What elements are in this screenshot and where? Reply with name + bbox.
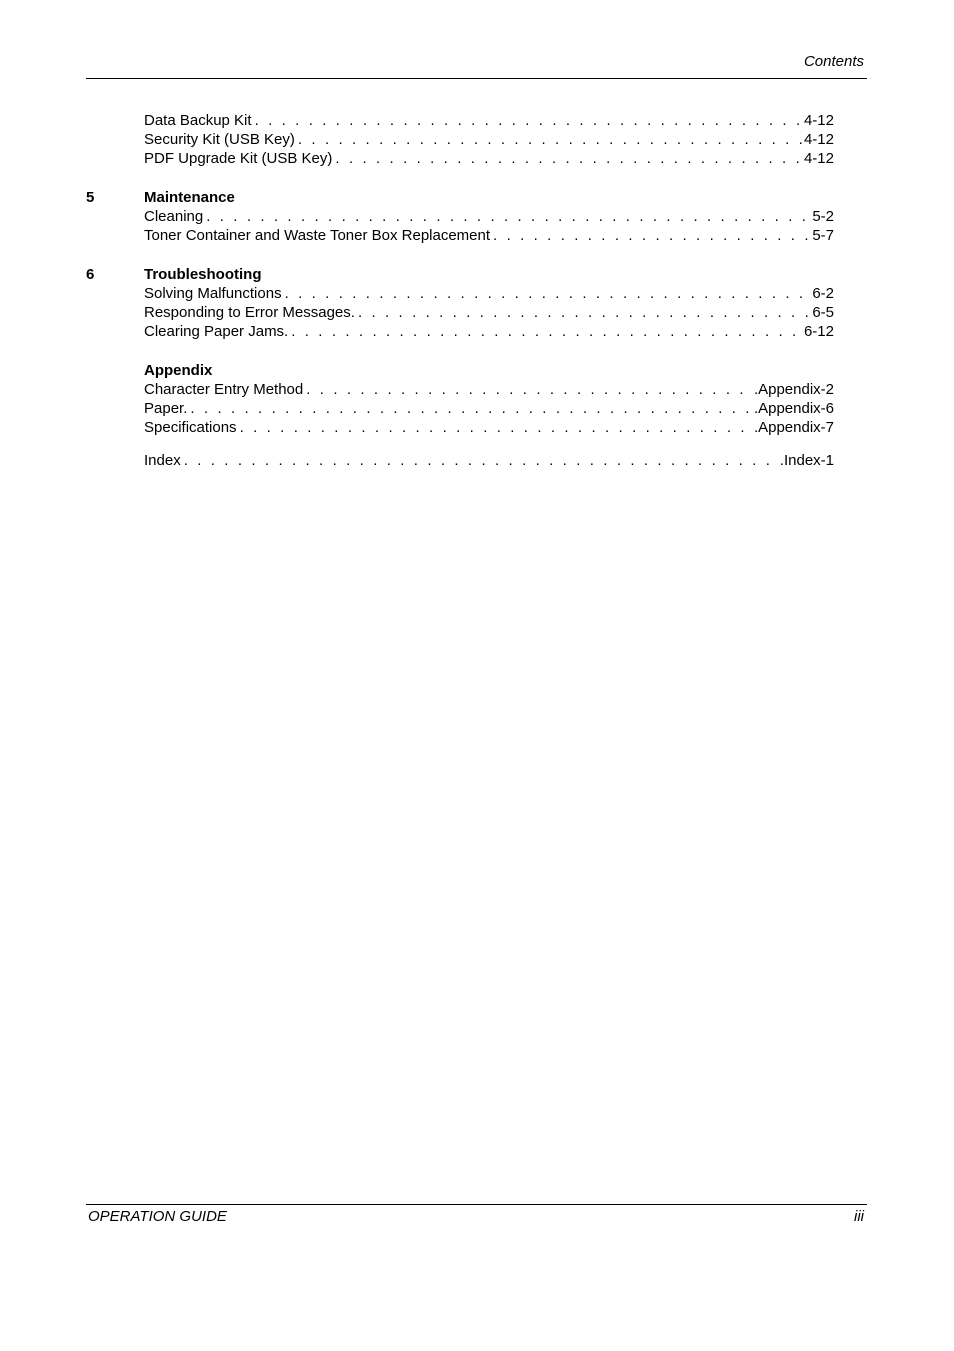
toc-entry-label: Security Kit (USB Key): [144, 131, 295, 148]
dot-leader: [335, 149, 802, 168]
toc-entry-label: Clearing Paper Jams.: [144, 323, 289, 340]
toc-entry-character-entry[interactable]: [86, 380, 834, 399]
section-heading[interactable]: [86, 188, 834, 207]
toc-entry-label: Specifications: [144, 419, 237, 436]
section-title: Troubleshooting: [144, 266, 262, 283]
toc-section-maintenance: [86, 188, 834, 245]
toc-entry-page: .Appendix-2: [753, 381, 834, 398]
toc-entry-label: Cleaning: [144, 208, 204, 225]
toc-entry-page: .Index-1: [779, 452, 834, 469]
section-heading[interactable]: [86, 361, 834, 380]
toc-entry-specifications[interactable]: [86, 418, 834, 437]
toc-entry-index[interactable]: [86, 451, 834, 470]
toc-entry-label: Responding to Error Messages.: [144, 304, 355, 321]
running-header: Contents: [803, 53, 864, 70]
toc-entry-page: .Appendix-6: [753, 400, 834, 417]
toc-entry-toner-replacement[interactable]: [86, 226, 834, 245]
toc-entry-error-messages[interactable]: [86, 303, 834, 322]
toc-entry-label: Solving Malfunctions: [144, 285, 282, 302]
toc-entry-page: 4-12: [803, 131, 834, 148]
dot-leader: [184, 451, 778, 470]
toc-section-appendix: [86, 361, 834, 437]
toc-entry-page: 4-12: [803, 112, 834, 129]
toc-intro-group: [86, 111, 834, 168]
table-of-contents: [86, 111, 834, 470]
header-rule: [86, 78, 867, 79]
section-number: 6: [86, 266, 95, 283]
toc-entry-security-kit[interactable]: [86, 130, 834, 149]
toc-entry-page: 6-12: [803, 323, 834, 340]
toc-entry-paper[interactable]: [86, 399, 834, 418]
dot-leader: [285, 284, 811, 303]
dot-leader: [298, 130, 802, 149]
toc-entry-label: Character Entry Method: [144, 381, 304, 398]
toc-entry-label: Index: [144, 452, 181, 469]
toc-entry-label: PDF Upgrade Kit (USB Key): [144, 150, 333, 167]
toc-entry-page: 6-5: [812, 304, 834, 321]
dot-leader: [240, 418, 752, 437]
toc-entry-page: 5-7: [812, 227, 834, 244]
dot-leader: [358, 303, 810, 322]
section-number: [86, 361, 144, 380]
toc-entry-label: Paper.: [144, 400, 188, 417]
toc-entry-data-backup-kit[interactable]: [86, 111, 834, 130]
section-title: Maintenance: [144, 189, 235, 206]
toc-entry-page: 4-12: [803, 150, 834, 167]
toc-entry-paper-jams[interactable]: [86, 322, 834, 341]
section-number: 5: [86, 189, 95, 206]
footer-rule: [86, 1204, 867, 1205]
dot-leader: [493, 226, 810, 245]
toc-section-troubleshooting: [86, 265, 834, 341]
dot-leader: [306, 380, 752, 399]
toc-entry-solving-malfunctions[interactable]: [86, 284, 834, 303]
dot-leader: [206, 207, 810, 226]
footer-guide-title: OPERATION GUIDE: [88, 1208, 227, 1225]
section-heading[interactable]: [86, 265, 834, 284]
toc-entry-label: Data Backup Kit: [144, 112, 252, 129]
dot-leader: [190, 399, 752, 418]
toc-entry-page: .Appendix-7: [753, 419, 834, 436]
toc-entry-label: Toner Container and Waste Toner Box Replacement: [144, 227, 491, 244]
page-number: iii: [854, 1208, 864, 1225]
toc-entry-cleaning[interactable]: [86, 207, 834, 226]
toc-entry-pdf-upgrade-kit[interactable]: [86, 149, 834, 168]
section-title: Appendix: [144, 362, 213, 379]
toc-entry-page: 5-2: [812, 208, 834, 225]
toc-entry-page: 6-2: [812, 285, 834, 302]
dot-leader: [255, 111, 802, 130]
dot-leader: [291, 322, 802, 341]
